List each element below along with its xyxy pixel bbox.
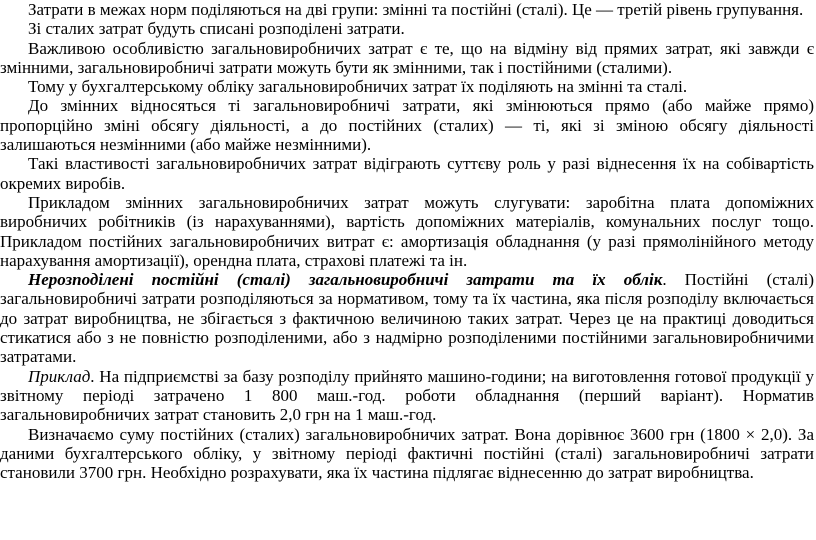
paragraph-groups: Затрати в межах норм поділяються на дві групи: змінні та постійні (сталі). Це — третій рівень групування.: [28, 0, 804, 19]
paragraph-feature: Важливою особливістю загальновиробничих затрат є те, що на відміну від прямих затрат, які завжди є змінними, загальновиробничі затрати можуть бути як змінними, так і постійними (сталими).: [0, 38, 814, 77]
paragraph-unallocated-text: . Постійні (сталі) загальновиробничі затрати розподіляються за нормативом, тому та їх частина, яка після розподілу включається до затрат виробництва, не збігається з фактичною величиною таких затрат. Через це на практиці доводиться стикатися або з не повністю розподіленими, або з надмірно розподіленими постійними загальновиробничими затратами.: [0, 270, 815, 367]
paragraph-example: [0, 367, 814, 425]
paragraph-unallocated: [0, 270, 814, 366]
paragraph-variable-definition: До змінних відносяться ті загальновиробничі затрати, які змінюються прямо (або майже прямо) пропорційно зміні обсягу діяльності, а до постійних (сталих) — ті, які зі зміною обсягу діяльності залишаються незмінними (або майже незмінними).: [0, 96, 814, 155]
paragraph-properties: Такі властивості загальновиробничих затрат відіграють суттєву роль у разі віднесення їх на собівартість окремих виробів.: [0, 154, 814, 193]
paragraph-examples: Прикладом змінних загальновиробничих затрат можуть слугувати: заробітна плата допоміжних виробничих робітників (із нарахуваннями), вартість допоміжних матеріалів, комунальних послуг тощо. Прикладом постійних загальновиробничих витрат є: амортизація обладнання (у разі прямолінійного методу нарахування амортизації), орендна плата, страхові платежі та ін.: [0, 192, 814, 270]
example-label: Приклад: [28, 366, 91, 386]
section-heading: Нерозподілені постійні (сталі) загальновиробничі затрати та їх облік: [28, 270, 663, 290]
paragraph-fixed-costs: Зі сталих затрат будуть списані розподілені затрати.: [28, 19, 405, 39]
paragraph-example-text: . На підприємстві за базу розподілу прийнято машино-години; на виготовлення готової продукції у звітному періоді затрачено 1 800 маш.-год. роботи обладнання (перший варіант). Норматив загальновиробничих затрат становить 2,0 грн на 1 маш.-год.: [0, 366, 814, 425]
paragraph-accounting: Тому у бухгалтерському обліку загальновиробничих затрат їх поділяють на змінні та сталі.: [28, 77, 688, 97]
paragraph-calculation: Визначаємо суму постійних (сталих) загальновиробничих затрат. Вона дорівнює 3600 грн (1800 × 2,0). За даними бухгалтерського обліку, у звітному періоді фактичні постійні (сталі) загальновиробничі затрати становили 3700 грн. Необхідно розрахувати, яка їх частина підлягає віднесенню до затрат виробництва.: [0, 424, 814, 483]
